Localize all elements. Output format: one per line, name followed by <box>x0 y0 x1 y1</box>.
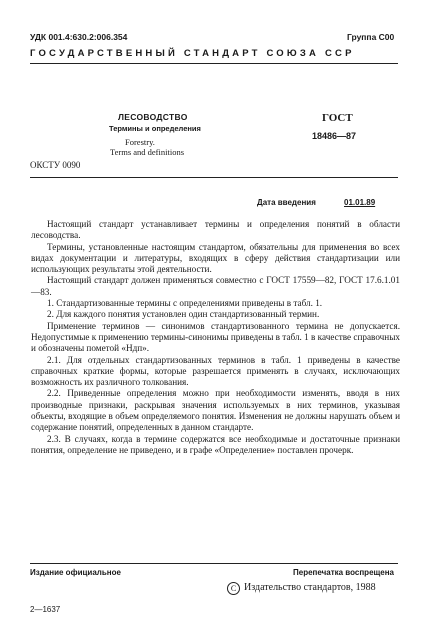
paragraph: Применение терминов — синонимов стандартизованного термина не допускается. Недопустимые к применению термины-синонимы приведены в табл. 1 в качестве справочных и обозначены пометой «Ндп». <box>31 320 400 354</box>
effective-date-value: 01.01.89 <box>344 198 376 207</box>
gost-number: 18486—87 <box>312 131 357 141</box>
gost-label: ГОСТ <box>322 112 353 124</box>
document-subtitle-ru: Термины и определения <box>109 124 201 133</box>
reprint-prohibited-label: Перепечатка воспрещена <box>293 568 394 577</box>
okstu-code: ОКСТУ 0090 <box>30 160 81 170</box>
footer-rule <box>30 563 398 564</box>
paragraph: 2.1. Для отдельных стандартизованных терминов в табл. 1 приведены в качестве справочных краткие формы, которые разрешается применять в случаях, исключающих возможность их различного толкования. <box>31 354 400 388</box>
header-rule <box>30 63 398 64</box>
paragraph: Термины, установленные настоящим стандартом, обязательны для применения во всех видах документации и литературы, входящих в сферу действия стандартизации или использующих результаты этой деятельности. <box>31 241 400 275</box>
paragraph: 2.3. В случаях, когда в термине содержатся все необходимые и достаточные признаки понятия, определение не приведено, и в графе «Определение» поставлен прочерк. <box>31 433 400 455</box>
paragraph: 2. Для каждого понятия установлен один стандартизованный термин. <box>47 309 320 320</box>
document-title-ru: ЛЕСОВОДСТВО <box>118 112 188 122</box>
document-subtitle-en: Terms and definitions <box>110 147 185 157</box>
copyright-line <box>227 582 376 595</box>
official-edition-label: Издание официальное <box>30 568 121 577</box>
print-order-number: 2—1637 <box>30 605 61 614</box>
group-code: Группа С00 <box>347 32 395 42</box>
paragraph: Настоящий стандарт должен применяться совместно с ГОСТ 17559—82, ГОСТ 17.6.1.01—83. <box>31 275 400 297</box>
document-title-en: Forestry. <box>125 137 155 147</box>
copyright-icon: С <box>227 582 240 595</box>
paragraph: 1. Стандартизованные термины с определениями приведены в табл. 1. <box>47 298 323 309</box>
section-rule <box>30 177 398 178</box>
document-body <box>31 219 400 456</box>
paragraph: 2.2. Приведенные определения можно при необходимости изменять, вводя в них производные признаки, раскрывая значения используемых в них терминов, указывая объекты, входящие в объем определяемого понятия. Изменения не должны нарушать объем и содержание понятий, определенных в данном стандарте. <box>31 388 400 433</box>
state-standard-heading: ГОСУДАРСТВЕННЫЙ СТАНДАРТ СОЮЗА ССР <box>30 48 355 59</box>
publisher-text: Издательство стандартов, 1988 <box>244 582 376 593</box>
udk-code: УДК 001.4:630.2:006.354 <box>30 32 128 42</box>
paragraph: Настоящий стандарт устанавливает термины и определения понятий в области лесоводства. <box>31 219 400 241</box>
effective-date-label: Дата введения <box>257 198 316 207</box>
